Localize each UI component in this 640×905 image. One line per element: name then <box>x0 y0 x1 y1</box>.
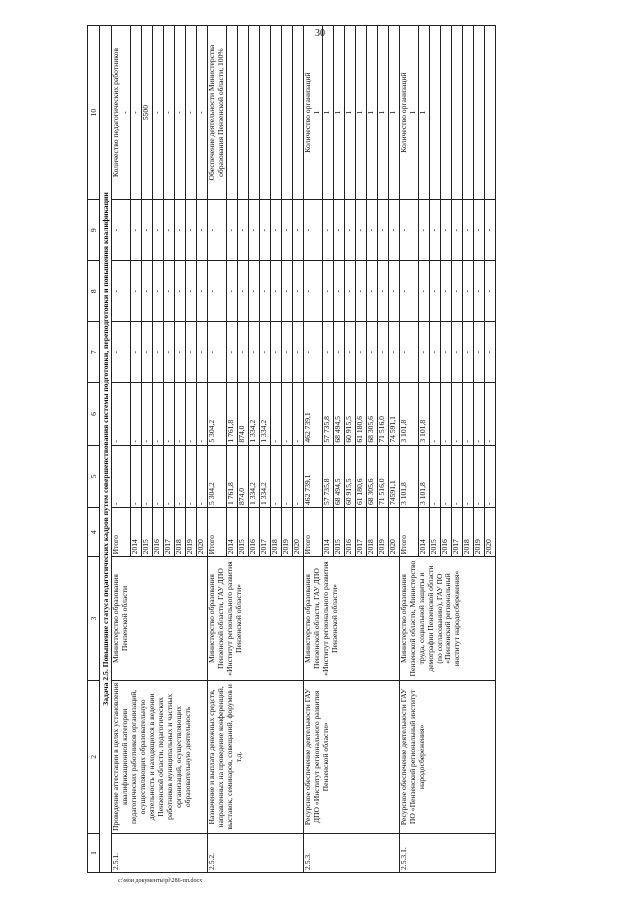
municipal-budget-cell: - <box>112 261 131 322</box>
regional-budget-cell: 1 761,8 <box>226 383 237 445</box>
year-cell: 2015 <box>237 507 248 556</box>
total-funding-cell: - <box>152 445 163 507</box>
extrabudget-cell: - <box>174 200 185 261</box>
federal-budget-cell: - <box>152 322 163 383</box>
year-cell: 2014 <box>130 507 141 556</box>
total-funding-cell: 71 516,0 <box>377 445 388 507</box>
indicator-value-cell <box>292 26 303 200</box>
extrabudget-cell: - <box>226 200 237 261</box>
column-number: 5 <box>88 445 100 507</box>
item-executor: Министерство образования Пензенской области, ГАУ ДПО «Институт регионального развития Пензенской области» <box>303 557 399 680</box>
year-cell: 2019 <box>473 507 484 556</box>
program-table <box>87 25 496 873</box>
year-cell: Итого <box>303 507 322 556</box>
column-number: 3 <box>88 557 100 680</box>
extrabudget-cell: - <box>270 200 281 261</box>
indicator-value-cell <box>259 26 270 200</box>
municipal-budget-cell: - <box>355 261 366 322</box>
federal-budget-cell: - <box>440 322 451 383</box>
item-name: Ресурсное обеспечение деятельности ГАУ ПО «Пензенский региональный институт народосбережения» <box>399 680 495 833</box>
year-cell: Итого <box>399 507 418 556</box>
regional-budget-cell: - <box>196 383 207 445</box>
extrabudget-cell: - <box>355 200 366 261</box>
indicator-value-cell <box>281 26 292 200</box>
item-name: Назначение и выплата денежных средств, направленных на проведение конференций, выставок, семинаров, совещаний, форумов и т.д. <box>207 680 303 833</box>
year-cell: 2014 <box>418 507 429 556</box>
extrabudget-cell: - <box>237 200 248 261</box>
rotated-table-container <box>87 25 615 873</box>
indicator-value-cell: 1 <box>366 26 377 200</box>
indicator-value-cell <box>429 26 440 200</box>
federal-budget-cell: - <box>112 322 131 383</box>
indicator-value-cell <box>462 26 473 200</box>
municipal-budget-cell: - <box>270 261 281 322</box>
federal-budget-cell: - <box>292 322 303 383</box>
total-funding-cell: 5 304,2 <box>207 445 226 507</box>
total-funding-cell: 3 101,8 <box>418 445 429 507</box>
municipal-budget-cell: - <box>259 261 270 322</box>
indicator-name: Обеспечение деятельности Министерства образования Пензенской области, 100% <box>207 26 226 200</box>
extrabudget-cell: - <box>281 200 292 261</box>
year-cell: 2019 <box>377 507 388 556</box>
total-funding-cell: 1 334,2 <box>259 445 270 507</box>
column-number: 9 <box>88 200 100 261</box>
regional-budget-cell: - <box>141 383 152 445</box>
extrabudget-cell: - <box>248 200 259 261</box>
year-cell: 2020 <box>388 507 399 556</box>
regional-budget-cell: - <box>440 383 451 445</box>
year-cell: 2018 <box>462 507 473 556</box>
extrabudget-cell: - <box>141 200 152 261</box>
federal-budget-cell: - <box>399 322 418 383</box>
federal-budget-cell: - <box>473 322 484 383</box>
extrabudget-cell: - <box>377 200 388 261</box>
extrabudget-cell: - <box>130 200 141 261</box>
municipal-budget-cell: - <box>388 261 399 322</box>
total-funding-cell: - <box>484 445 495 507</box>
regional-budget-cell: - <box>429 383 440 445</box>
extrabudget-cell: - <box>484 200 495 261</box>
year-cell: Итого <box>207 507 226 556</box>
regional-budget-cell: - <box>152 383 163 445</box>
regional-budget-cell: - <box>185 383 196 445</box>
regional-budget-cell: - <box>163 383 174 445</box>
municipal-budget-cell: - <box>377 261 388 322</box>
year-cell: 2020 <box>484 507 495 556</box>
municipal-budget-cell: - <box>451 261 462 322</box>
indicator-value-cell <box>270 26 281 200</box>
regional-budget-cell: - <box>281 383 292 445</box>
indicator-value-cell <box>484 26 495 200</box>
indicator-name: Количество педагогических работников - <box>112 26 131 200</box>
municipal-budget-cell: - <box>237 261 248 322</box>
total-funding-cell: 1 334,2 <box>248 445 259 507</box>
page-number: 30 <box>315 28 325 39</box>
regional-budget-cell: 57 735,8 <box>322 383 333 445</box>
municipal-budget-cell: - <box>163 261 174 322</box>
extrabudget-cell: - <box>152 200 163 261</box>
item-number: 2.5.1. <box>112 834 208 873</box>
federal-budget-cell: - <box>355 322 366 383</box>
indicator-value-cell: 1 <box>344 26 355 200</box>
table-row <box>303 26 322 873</box>
indicator-total-value: - <box>119 111 129 114</box>
year-cell: 2017 <box>259 507 270 556</box>
year-cell: 2017 <box>451 507 462 556</box>
column-number: 1 <box>88 834 100 873</box>
regional-budget-cell: 874,0 <box>237 383 248 445</box>
federal-budget-cell: - <box>141 322 152 383</box>
municipal-budget-cell: - <box>366 261 377 322</box>
indicator-value-cell <box>473 26 484 200</box>
federal-budget-cell: - <box>185 322 196 383</box>
federal-budget-cell: - <box>366 322 377 383</box>
item-number: 2.5.3. <box>303 834 399 873</box>
federal-budget-cell: - <box>344 322 355 383</box>
indicator-total-value: 1 <box>407 110 417 115</box>
regional-budget-cell: - <box>473 383 484 445</box>
regional-budget-cell: - <box>112 383 131 445</box>
federal-budget-cell: - <box>484 322 495 383</box>
federal-budget-cell: - <box>248 322 259 383</box>
federal-budget-cell: - <box>322 322 333 383</box>
column-number: 6 <box>88 383 100 445</box>
federal-budget-cell: - <box>163 322 174 383</box>
federal-budget-cell: - <box>196 322 207 383</box>
regional-budget-cell: 3 101,8 <box>418 383 429 445</box>
total-funding-cell: - <box>141 445 152 507</box>
item-executor: Министерство образования Пензенской области, Министерство труда, социальной защиты и демографии Пензенской области (по согласованию), ГАУ ПО «Пензенский региональный институт народосбережения» <box>399 557 495 680</box>
municipal-budget-cell: - <box>399 261 418 322</box>
regional-budget-cell: - <box>462 383 473 445</box>
extrabudget-cell: - <box>388 200 399 261</box>
year-cell: 2020 <box>292 507 303 556</box>
total-funding-cell: 60 915,5 <box>344 445 355 507</box>
total-funding-cell: - <box>451 445 462 507</box>
regional-budget-cell: 3 101,8 <box>399 383 418 445</box>
federal-budget-cell: - <box>333 322 344 383</box>
total-funding-cell: - <box>163 445 174 507</box>
municipal-budget-cell: - <box>473 261 484 322</box>
municipal-budget-cell: - <box>333 261 344 322</box>
extrabudget-cell: - <box>462 200 473 261</box>
regional-budget-cell: 1 334,2 <box>248 383 259 445</box>
year-cell: 2017 <box>163 507 174 556</box>
federal-budget-cell: - <box>207 322 226 383</box>
year-cell: 2014 <box>226 507 237 556</box>
municipal-budget-cell: - <box>196 261 207 322</box>
item-executor: Министерство образования Пензенской области, ГАУ ДПО «Институт регионального развития Пензенской области» <box>207 557 303 680</box>
municipal-budget-cell: - <box>226 261 237 322</box>
regional-budget-cell: 60 915,5 <box>344 383 355 445</box>
year-cell: 2018 <box>174 507 185 556</box>
indicator-value-cell: - <box>152 26 163 200</box>
regional-budget-cell: 71 516,0 <box>377 383 388 445</box>
extrabudget-cell: - <box>303 200 322 261</box>
total-funding-cell: - <box>130 445 141 507</box>
indicator-value-cell: - <box>196 26 207 200</box>
federal-budget-cell: - <box>237 322 248 383</box>
regional-budget-cell: - <box>174 383 185 445</box>
total-funding-cell: 874,0 <box>237 445 248 507</box>
municipal-budget-cell: - <box>344 261 355 322</box>
total-funding-cell: - <box>196 445 207 507</box>
indicator-value-cell <box>451 26 462 200</box>
total-funding-cell: 57 735,8 <box>322 445 333 507</box>
regional-budget-cell: 68 305,6 <box>366 383 377 445</box>
column-number: 8 <box>88 261 100 322</box>
year-cell: 2018 <box>366 507 377 556</box>
column-number: 10 <box>88 26 100 200</box>
column-number-row <box>88 26 100 873</box>
footer-file-path: c:\мои документы\pl\286-пп.docx <box>118 878 203 884</box>
total-funding-cell: 68 494,5 <box>333 445 344 507</box>
municipal-budget-cell: - <box>174 261 185 322</box>
federal-budget-cell: - <box>388 322 399 383</box>
indicator-name: Количество организаций 1 <box>303 26 322 200</box>
indicator-value-cell: 1 <box>377 26 388 200</box>
federal-budget-cell: - <box>451 322 462 383</box>
year-cell: 2015 <box>141 507 152 556</box>
task-title: Задача 2.5. Повышение статуса педагогических кадров путем совершенствования системы подготовки, переподготовки и повышения квалификации <box>100 26 112 873</box>
total-funding-cell: 61 180,6 <box>355 445 366 507</box>
federal-budget-cell: - <box>377 322 388 383</box>
year-cell: 2014 <box>322 507 333 556</box>
item-name: Ресурсное обеспечение деятельности ГАУ ДПО «Институт регионального развития Пензенской области» <box>303 680 399 833</box>
total-funding-cell: - <box>292 445 303 507</box>
federal-budget-cell: - <box>303 322 322 383</box>
total-funding-cell: - <box>429 445 440 507</box>
federal-budget-cell: - <box>429 322 440 383</box>
extrabudget-cell: - <box>322 200 333 261</box>
extrabudget-cell: - <box>451 200 462 261</box>
year-cell: Итого <box>112 507 131 556</box>
extrabudget-cell: - <box>112 200 131 261</box>
total-funding-cell: - <box>112 445 131 507</box>
municipal-budget-cell: - <box>303 261 322 322</box>
indicator-value-cell: 1 <box>388 26 399 200</box>
item-executor: Министерство образования Пензенской области <box>112 557 208 680</box>
federal-budget-cell: - <box>281 322 292 383</box>
municipal-budget-cell: - <box>292 261 303 322</box>
municipal-budget-cell: - <box>141 261 152 322</box>
municipal-budget-cell: - <box>185 261 196 322</box>
regional-budget-cell: - <box>451 383 462 445</box>
total-funding-cell: 462 739,1 <box>303 445 322 507</box>
regional-budget-cell: 74 591,1 <box>388 383 399 445</box>
extrabudget-cell: - <box>163 200 174 261</box>
regional-budget-cell: 68 494,5 <box>333 383 344 445</box>
regional-budget-cell: - <box>484 383 495 445</box>
indicator-value-cell <box>440 26 451 200</box>
total-funding-cell: - <box>174 445 185 507</box>
extrabudget-cell: - <box>418 200 429 261</box>
extrabudget-cell: - <box>196 200 207 261</box>
federal-budget-cell: - <box>174 322 185 383</box>
year-cell: 2019 <box>185 507 196 556</box>
federal-budget-cell: - <box>259 322 270 383</box>
indicator-total-value: 1 <box>311 110 321 115</box>
total-funding-cell: - <box>440 445 451 507</box>
federal-budget-cell: - <box>270 322 281 383</box>
total-funding-cell: 74591,1 <box>388 445 399 507</box>
regional-budget-cell: 462 739,1 <box>303 383 322 445</box>
federal-budget-cell: - <box>226 322 237 383</box>
total-funding-cell: - <box>473 445 484 507</box>
year-cell: 2016 <box>152 507 163 556</box>
year-cell: 2015 <box>333 507 344 556</box>
indicator-value-cell: - <box>174 26 185 200</box>
table-row <box>399 26 418 873</box>
municipal-budget-cell: - <box>152 261 163 322</box>
extrabudget-cell: - <box>473 200 484 261</box>
year-cell: 2016 <box>440 507 451 556</box>
total-funding-cell: - <box>462 445 473 507</box>
table-body <box>88 26 496 873</box>
total-funding-cell: - <box>270 445 281 507</box>
regional-budget-cell: 1 334,2 <box>259 383 270 445</box>
regional-budget-cell: - <box>292 383 303 445</box>
year-cell: 2020 <box>196 507 207 556</box>
year-cell: 2015 <box>429 507 440 556</box>
municipal-budget-cell: - <box>207 261 226 322</box>
indicator-value-cell: - <box>130 26 141 200</box>
municipal-budget-cell: - <box>248 261 259 322</box>
federal-budget-cell: - <box>462 322 473 383</box>
table-row <box>112 26 131 873</box>
total-funding-cell: 3 101,8 <box>399 445 418 507</box>
regional-budget-cell: - <box>130 383 141 445</box>
regional-budget-cell: 5 304,2 <box>207 383 226 445</box>
regional-budget-cell: 61 180,6 <box>355 383 366 445</box>
item-name: Проведение аттестации в целях установления квалификационной категории педагогических работников организаций, осуществляющих образовательную деятельность и находящихся в ведении Пензенской области, педагогических работников муниципальных и частных организаций, осуществляющих образовательную деятельность <box>112 680 208 833</box>
total-funding-cell: - <box>185 445 196 507</box>
municipal-budget-cell: - <box>440 261 451 322</box>
indicator-value-cell: 5500 <box>141 26 152 200</box>
federal-budget-cell: - <box>418 322 429 383</box>
year-cell: 2017 <box>355 507 366 556</box>
total-funding-cell: 68 305,6 <box>366 445 377 507</box>
year-cell: 2019 <box>281 507 292 556</box>
municipal-budget-cell: - <box>281 261 292 322</box>
indicator-value-cell: 1 <box>355 26 366 200</box>
indicator-value-cell <box>248 26 259 200</box>
column-number: 4 <box>88 507 100 556</box>
municipal-budget-cell: - <box>322 261 333 322</box>
municipal-budget-cell: - <box>130 261 141 322</box>
extrabudget-cell: - <box>333 200 344 261</box>
municipal-budget-cell: - <box>418 261 429 322</box>
table-row <box>207 26 226 873</box>
municipal-budget-cell: - <box>462 261 473 322</box>
regional-budget-cell: - <box>270 383 281 445</box>
task-row <box>100 26 112 873</box>
indicator-value-cell <box>237 26 248 200</box>
item-number: 2.5.2. <box>207 834 303 873</box>
extrabudget-cell: - <box>207 200 226 261</box>
extrabudget-cell: - <box>344 200 355 261</box>
extrabudget-cell: - <box>399 200 418 261</box>
total-funding-cell: - <box>281 445 292 507</box>
column-number: 2 <box>88 680 100 833</box>
extrabudget-cell: - <box>429 200 440 261</box>
column-number: 7 <box>88 322 100 383</box>
indicator-value-cell: 1 <box>322 26 333 200</box>
extrabudget-cell: - <box>185 200 196 261</box>
indicator-value-cell <box>226 26 237 200</box>
item-number: 2.5.3.1. <box>399 834 495 873</box>
indicator-value-cell: 1 <box>418 26 429 200</box>
extrabudget-cell: - <box>440 200 451 261</box>
extrabudget-cell: - <box>292 200 303 261</box>
extrabudget-cell: - <box>259 200 270 261</box>
federal-budget-cell: - <box>130 322 141 383</box>
municipal-budget-cell: - <box>484 261 495 322</box>
year-cell: 2016 <box>248 507 259 556</box>
year-cell: 2016 <box>344 507 355 556</box>
extrabudget-cell: - <box>366 200 377 261</box>
municipal-budget-cell: - <box>429 261 440 322</box>
year-cell: 2018 <box>270 507 281 556</box>
indicator-name: Количество организаций 1 <box>399 26 418 200</box>
indicator-value-cell: 1 <box>333 26 344 200</box>
indicator-value-cell: - <box>163 26 174 200</box>
total-funding-cell: 1 761,8 <box>226 445 237 507</box>
indicator-value-cell: - <box>185 26 196 200</box>
